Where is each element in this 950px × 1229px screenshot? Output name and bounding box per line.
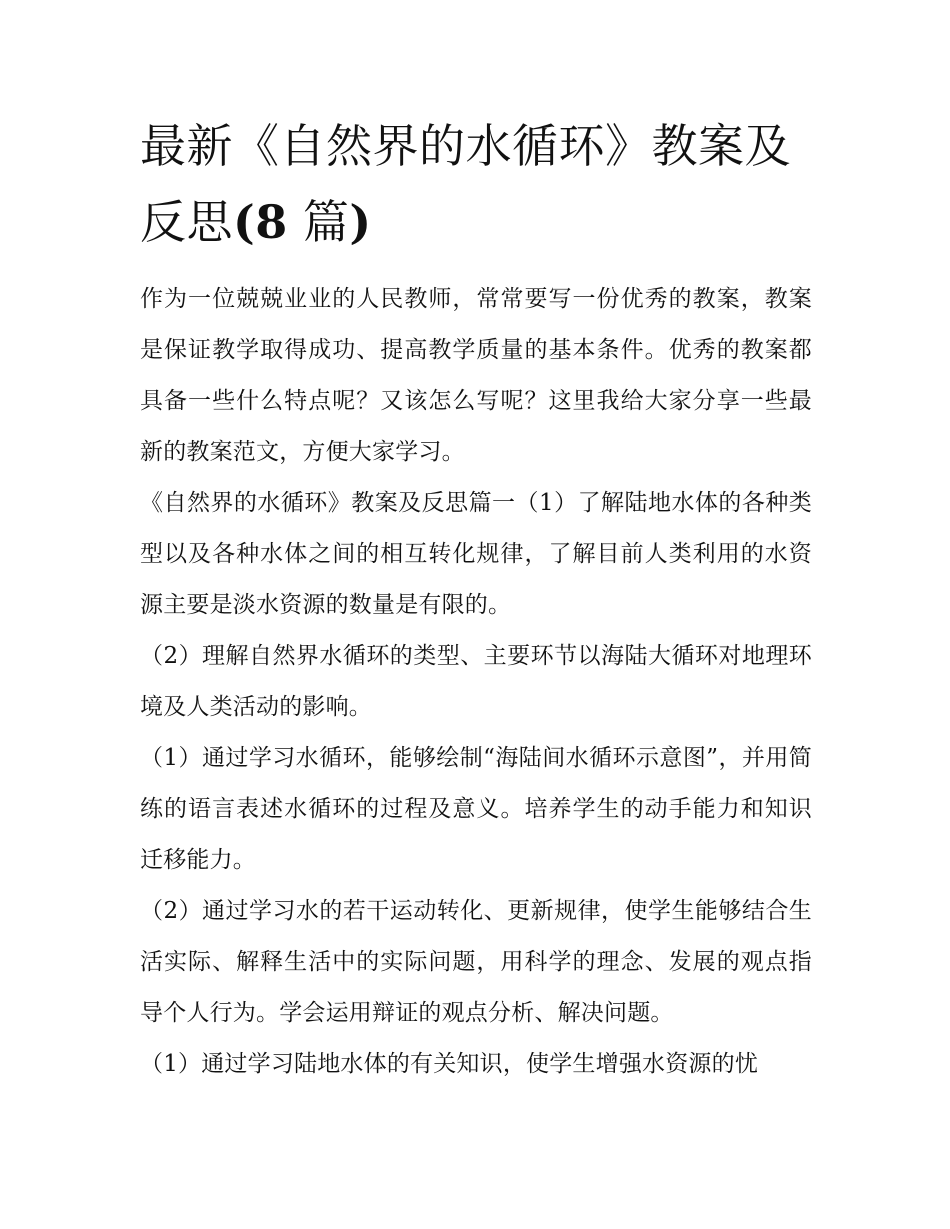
paragraph-values-1: （1）通过学习陆地水体的有关知识，使学生增强水资源的忧	[140, 1051, 759, 1077]
paragraph-process-1: （1）通过学习水循环，能够绘制“海陆间水循环示意图”，并用简练的语言表述水循环的过程及意义。培养学生的动手能力和知识迁移能力。	[140, 745, 812, 873]
title-text: 最新《自然界的水循环》教案及反思	[140, 119, 791, 249]
paragraph-process-2: （2）通过学习水的若干运动转化、更新规律，使学生能够结合生活实际、解释生活中的实际问题，用科学的理念、发展的观点指导个人行为。学会运用辩证的观点分析、解决问题。	[140, 898, 812, 1026]
title-count-open: (8	[233, 195, 288, 249]
intro-paragraph: 作为一位兢兢业业的人民教师，常常要写一份优秀的教案，教案是保证教学取得成功、提高教学质量的基本条件。优秀的教案都具备一些什么特点呢？又该怎么写呢？这里我给大家分享一些最新的教案范文，方便大家学习。	[140, 286, 812, 465]
paragraph-objective-1: 《自然界的水循环》教案及反思篇一（1）了解陆地水体的各种类型以及各种水体之间的相互转化规律，了解目前人类利用的水资源主要是淡水资源的数量是有限的。	[140, 490, 812, 618]
title-count-unit: 篇	[287, 195, 350, 249]
paragraph-objective-2: （2）理解自然界水循环的类型、主要环节以海陆大循环对地理环境及人类活动的影响。	[140, 643, 812, 720]
title-count-close: )	[349, 195, 372, 249]
document-title	[140, 108, 812, 260]
document-body	[140, 108, 812, 1090]
